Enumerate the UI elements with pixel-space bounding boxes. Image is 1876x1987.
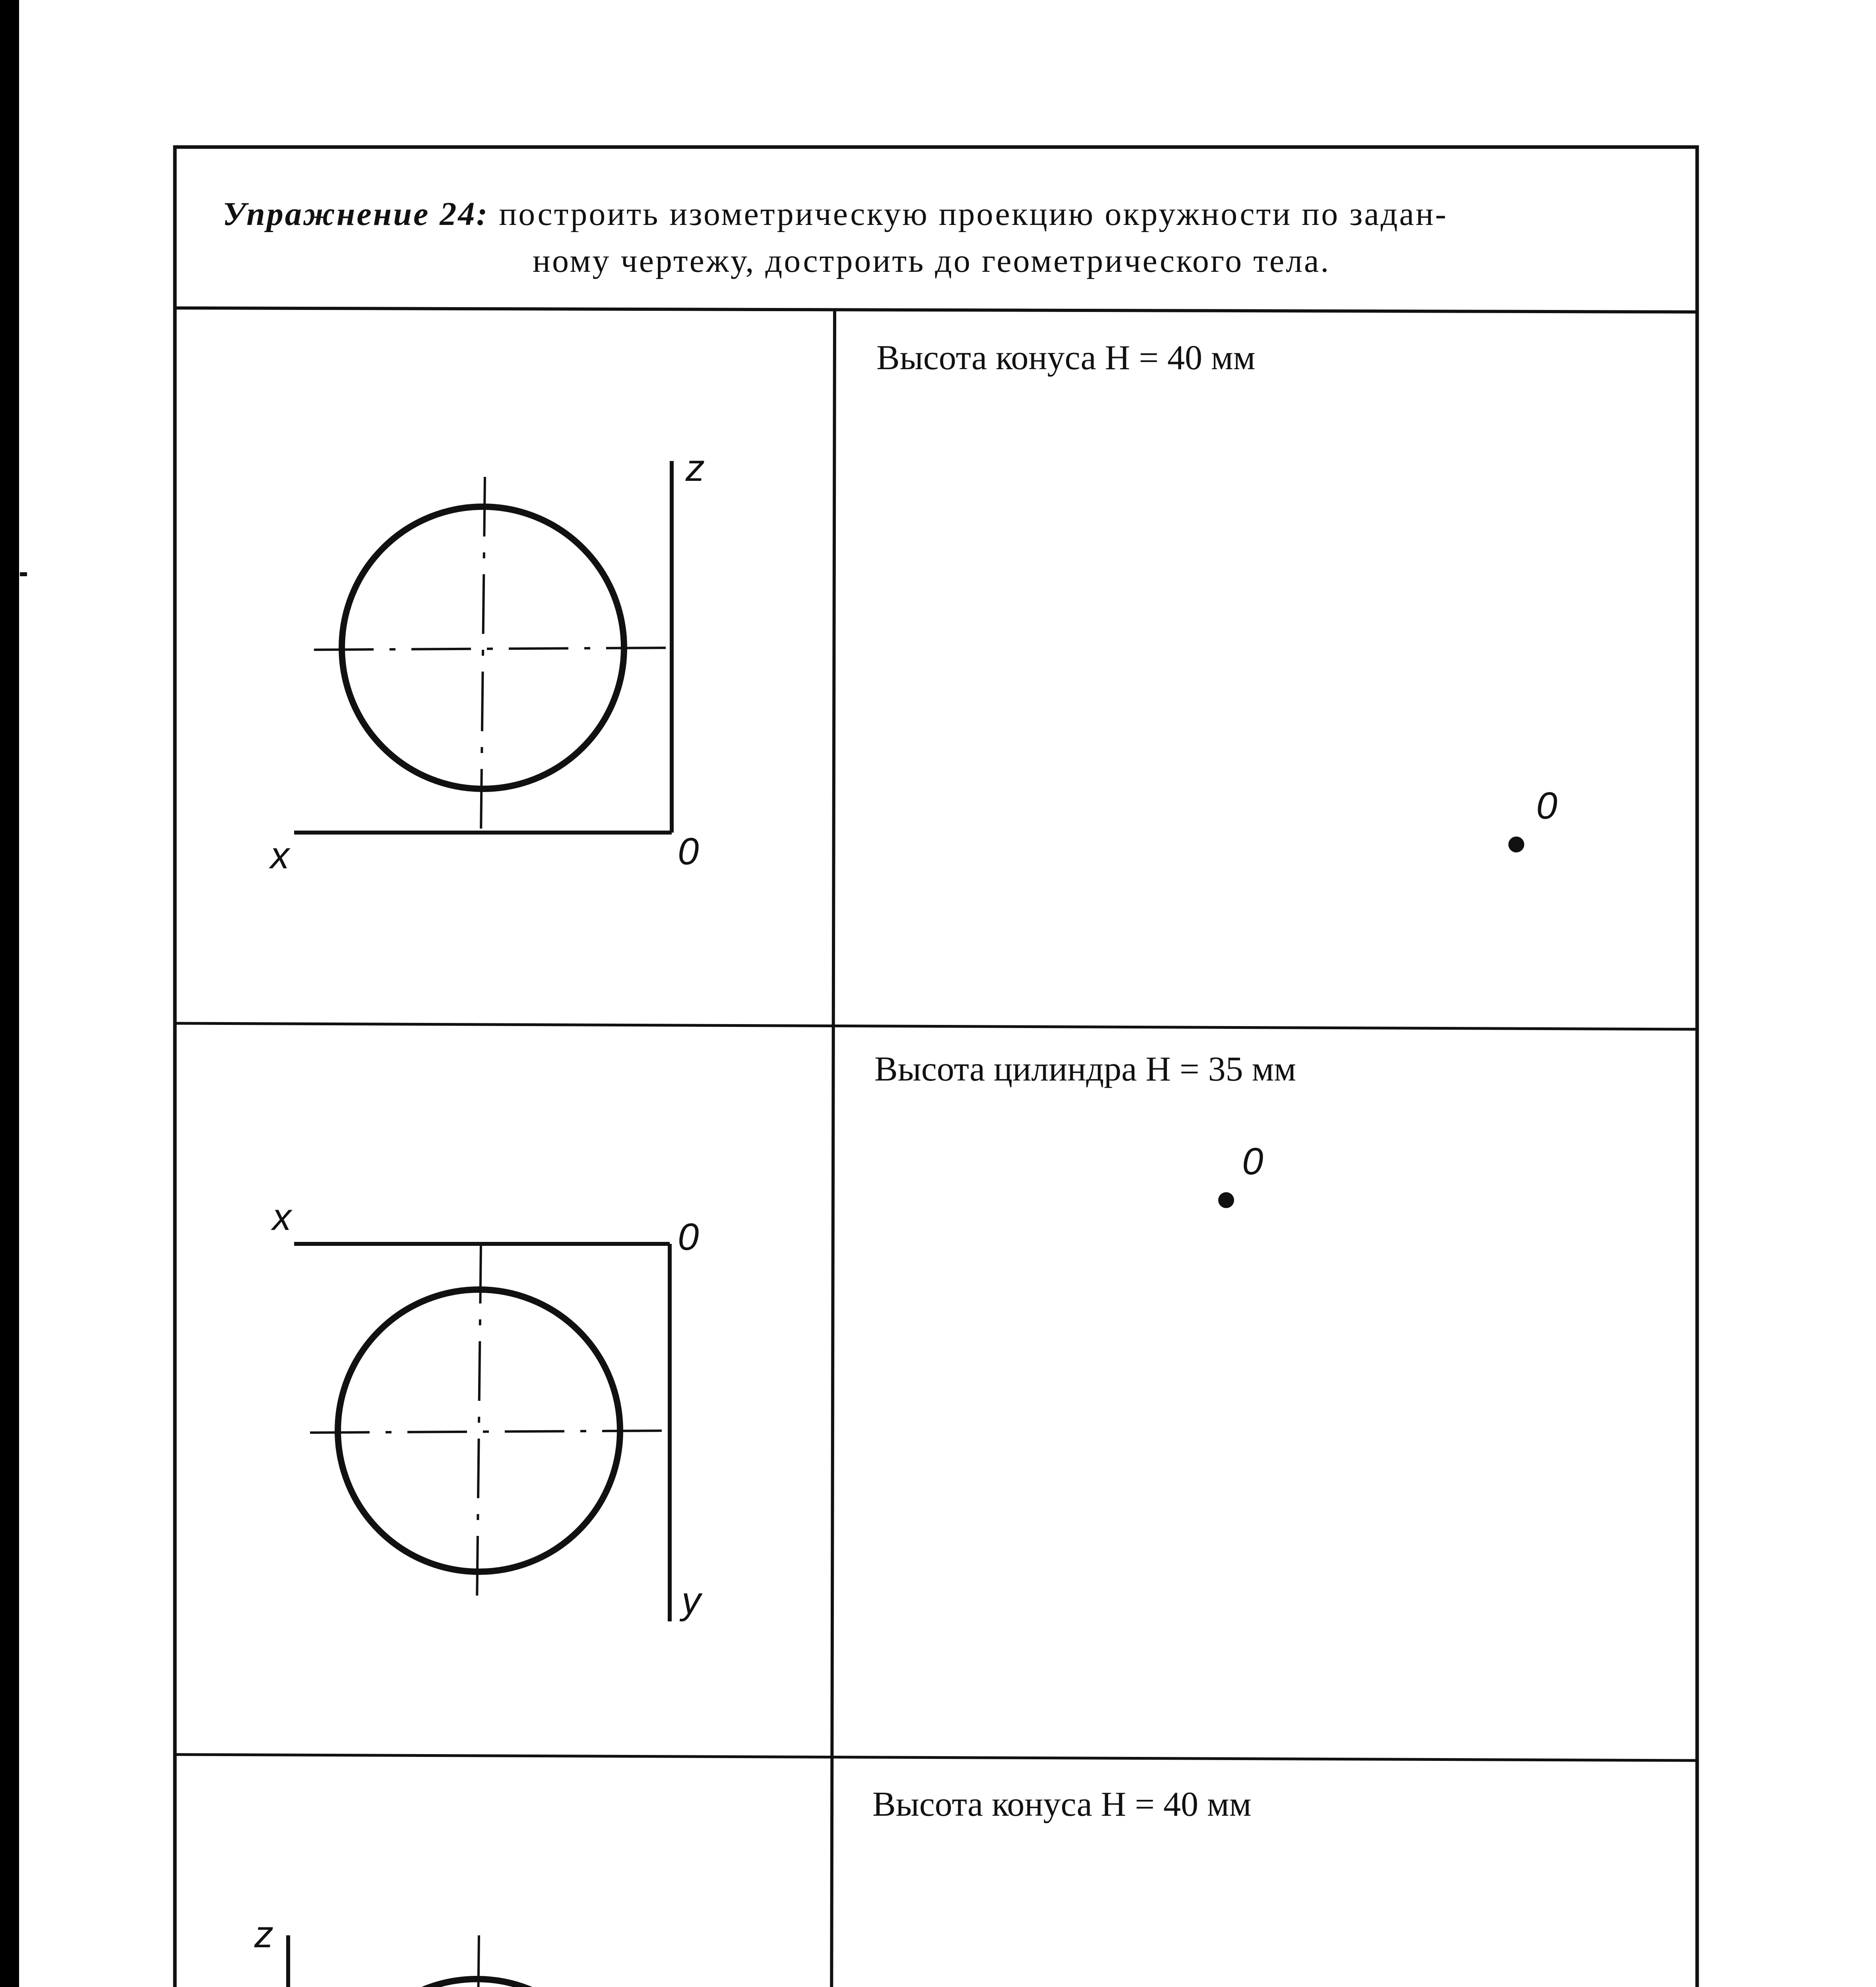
row2-label-vertical: y xyxy=(682,1579,701,1622)
row2-circle xyxy=(338,1290,620,1572)
row1-label-origin: 0 xyxy=(678,830,699,873)
row2-label-horizontal: x xyxy=(272,1196,291,1238)
row2-orthographic xyxy=(294,1244,672,1621)
header-divider xyxy=(175,308,1697,312)
row3-label-vertical: z xyxy=(254,1913,273,1956)
row2-centerline-vertical xyxy=(477,1244,481,1605)
exercise-header xyxy=(223,191,1638,285)
row3-title: Высота конуса Н = 40 мм xyxy=(872,1785,1252,1824)
row2-title: Высота цилиндра Н = 35 мм xyxy=(874,1050,1296,1088)
row-divider-1 xyxy=(175,1023,1697,1029)
row1-orthographic xyxy=(294,461,672,835)
row2-label-origin: 0 xyxy=(678,1216,699,1258)
row1-title: Высота конуса Н = 40 мм xyxy=(876,339,1256,377)
row3-circle xyxy=(336,1979,618,1987)
scan-mark xyxy=(20,572,27,576)
row1-centerline-vertical xyxy=(481,477,485,835)
row1-centerline-horizontal xyxy=(314,648,672,650)
row2-origin-point xyxy=(1218,1192,1234,1208)
row1-point-label: 0 xyxy=(1536,784,1558,827)
exercise-label: Упражнение 24: xyxy=(223,196,489,232)
row1-circle xyxy=(342,507,624,789)
row-divider-2 xyxy=(175,1755,1697,1760)
task-line-1: построить изометрическую проекцию окружности по задан- xyxy=(499,196,1448,232)
column-divider xyxy=(831,310,835,1987)
row1-origin-point xyxy=(1508,837,1524,852)
task-line-2: ному чертежу, достроить до геометрического тела. xyxy=(533,242,1331,279)
row3-orthographic xyxy=(286,1935,668,1987)
row1-label-horizontal: x xyxy=(270,834,289,877)
row1-label-vertical: z xyxy=(686,447,705,489)
row2-point-label: 0 xyxy=(1242,1140,1264,1183)
